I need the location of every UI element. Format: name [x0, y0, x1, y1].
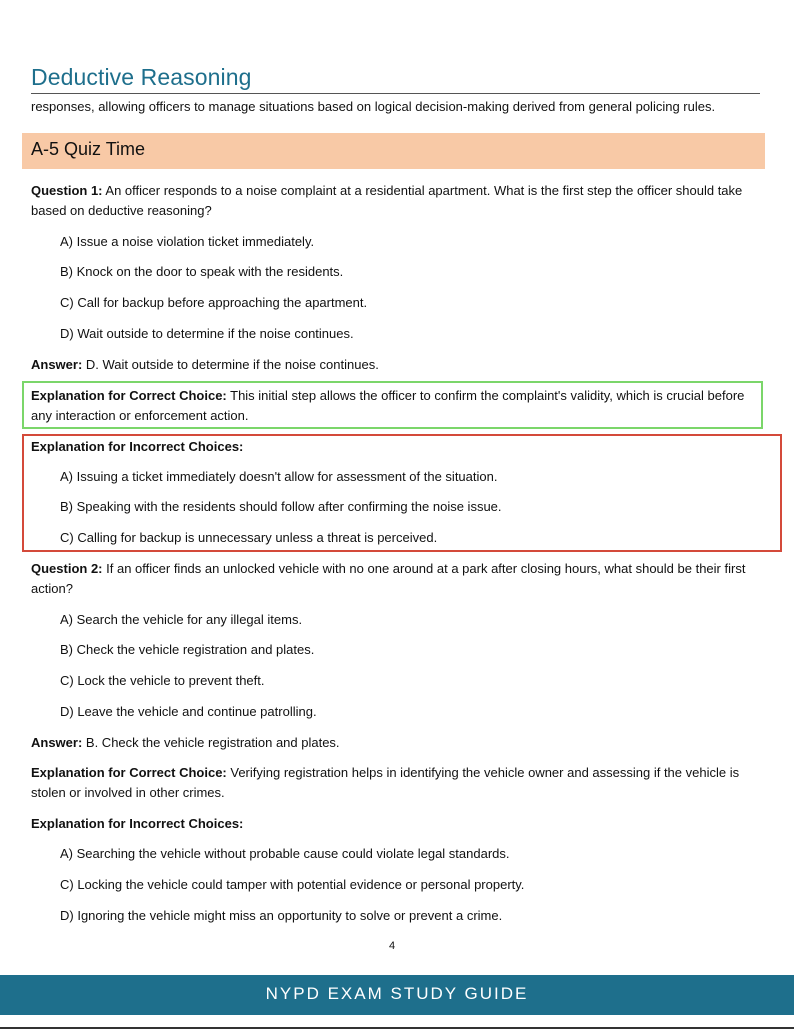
q2-correct-explanation: [31, 763, 759, 803]
footer-text: NYPD EXAM STUDY GUIDE: [265, 984, 529, 1003]
q1-answer-text: D. Wait outside to determine if the noise continues.: [82, 357, 379, 372]
q1-correct-explanation: [31, 386, 757, 426]
q2-correct-label: Explanation for Correct Choice:: [31, 765, 227, 780]
q2-option-a: A) Search the vehicle for any illegal items.: [60, 612, 303, 627]
q2-incorrect-label: Explanation for Incorrect Choices:: [31, 816, 244, 831]
q2-option-d: D) Leave the vehicle and continue patrolling.: [60, 704, 317, 719]
question-1-text: An officer responds to a noise complaint at a residential apartment. What is the first step the officer should take based on deductive reasoning?: [31, 183, 743, 218]
q2-answer-label: Answer:: [31, 735, 83, 750]
q1-incorrect-a: A) Issuing a ticket immediately doesn't allow for assessment of the situation.: [60, 469, 498, 484]
q1-correct-label: Explanation for Correct Choice:: [31, 388, 227, 403]
q2-option-c: C) Lock the vehicle to prevent theft.: [60, 673, 265, 688]
q2-incorrect-c: C) Locking the vehicle could tamper with potential evidence or personal property.: [60, 877, 525, 892]
question-2-label: Question 2:: [31, 561, 103, 576]
title-divider: [31, 93, 760, 94]
q1-answer: [31, 355, 759, 375]
q1-option-a: A) Issue a noise violation ticket immediately.: [60, 234, 315, 249]
bottom-divider: [0, 1027, 794, 1029]
q2-answer-text: B. Check the vehicle registration and plates.: [82, 735, 340, 750]
q2-incorrect-d: D) Ignoring the vehicle might miss an opportunity to solve or prevent a crime.: [60, 908, 503, 923]
q2-correct-text: Verifying registration helps in identifying the vehicle owner and assessing if the vehicle is stolen or involved in other crimes.: [31, 765, 740, 800]
q1-incorrect-c: C) Calling for backup is unnecessary unless a threat is perceived.: [60, 530, 438, 545]
q1-incorrect-b: B) Speaking with the residents should follow after confirming the noise issue.: [60, 499, 502, 514]
q2-incorrect-a: A) Searching the vehicle without probable cause could violate legal standards.: [60, 846, 510, 861]
q1-option-c: C) Call for backup before approaching the apartment.: [60, 295, 368, 310]
footer-banner: [0, 975, 794, 1015]
q1-option-b: B) Knock on the door to speak with the residents.: [60, 264, 344, 279]
q1-option-d: D) Wait outside to determine if the noise continues.: [60, 326, 354, 341]
q1-correct-text: This initial step allows the officer to confirm the complaint's validity, which is crucial before any interaction or enforcement action.: [31, 388, 745, 423]
q2-option-b: B) Check the vehicle registration and plates.: [60, 642, 315, 657]
intro-text: responses, allowing officers to manage situations based on logical decision-making derived from general policing rules.: [31, 99, 716, 114]
question-2-text: If an officer finds an unlocked vehicle with no one around at a park after closing hours, what should be their first action?: [31, 561, 746, 596]
question-1: [31, 181, 759, 221]
q1-incorrect-label: Explanation for Incorrect Choices:: [31, 439, 244, 454]
page-title: Deductive Reasoning: [31, 64, 252, 90]
question-1-label: Question 1:: [31, 183, 103, 198]
page-number: 4: [389, 940, 396, 952]
question-2: [31, 559, 759, 599]
section-title: A-5 Quiz Time: [31, 139, 146, 159]
q1-answer-label: Answer:: [31, 357, 83, 372]
section-header: [22, 133, 765, 169]
q2-answer: [31, 733, 759, 753]
